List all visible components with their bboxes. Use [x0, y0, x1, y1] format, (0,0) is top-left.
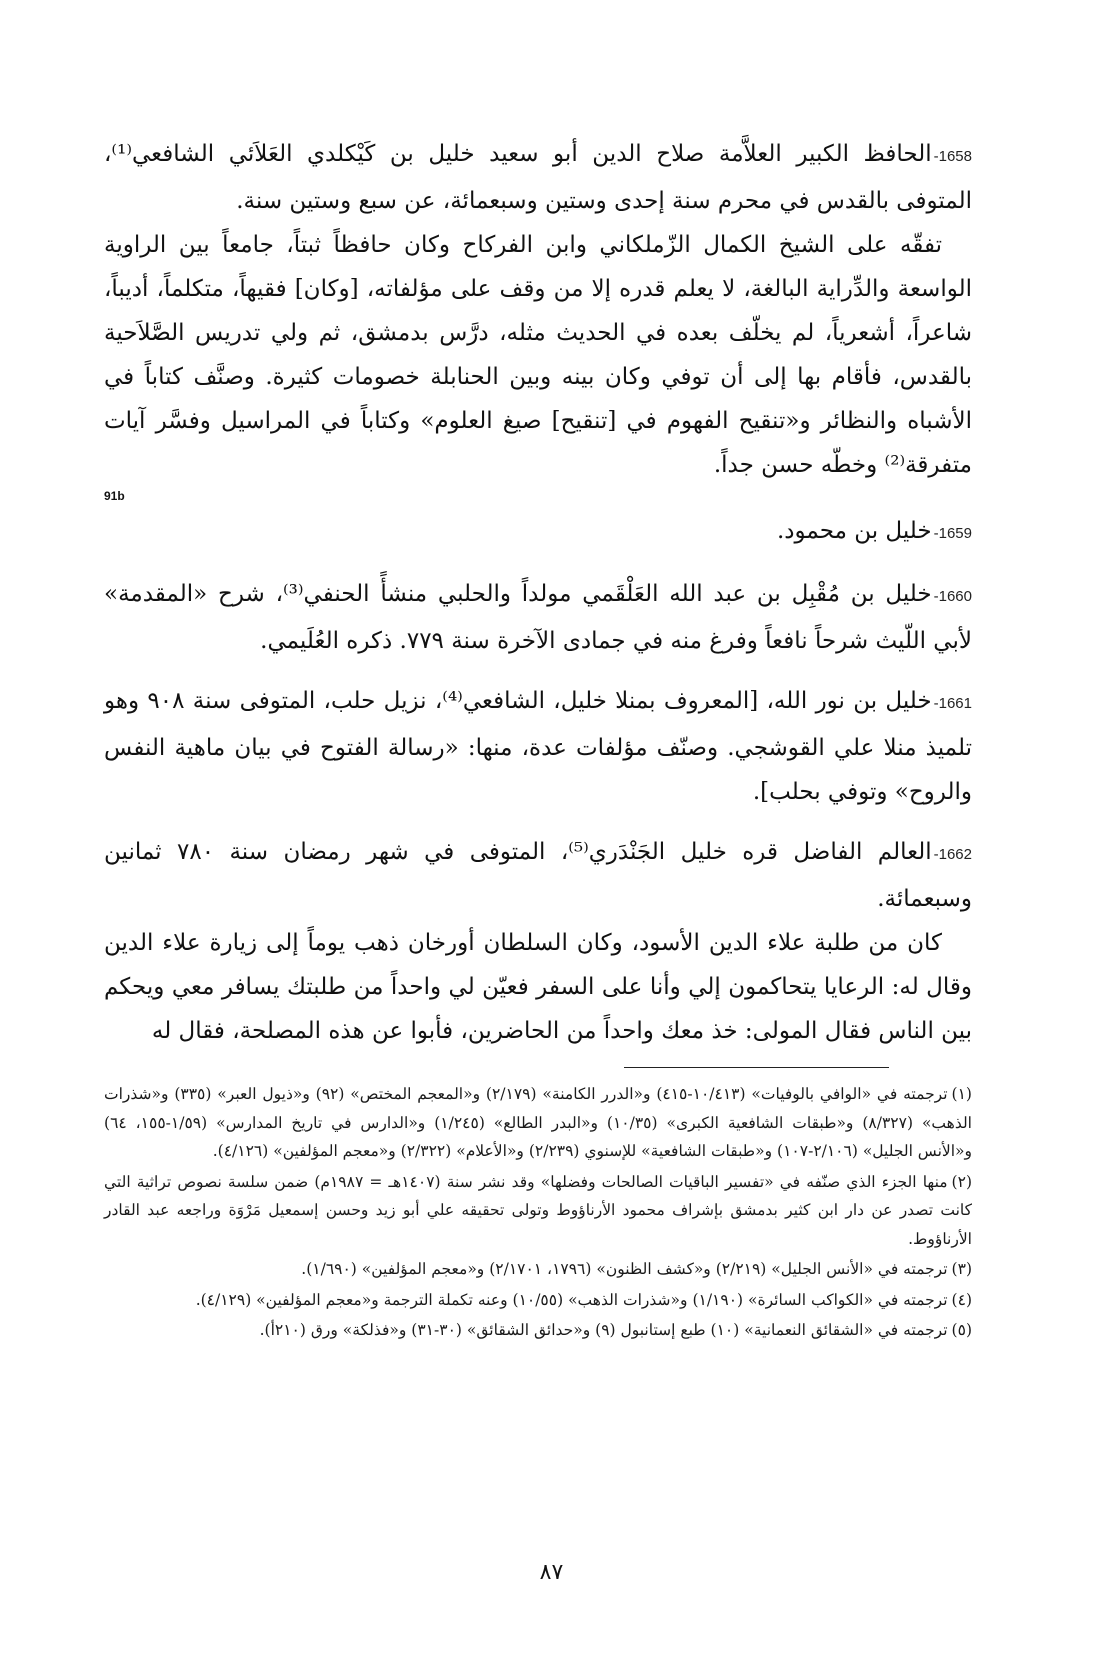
footnote-number: (٥): [951, 1321, 972, 1339]
entry-number: 1658-: [933, 148, 972, 165]
entry-number: 1659-: [933, 525, 972, 542]
footnote-number: (٣): [951, 1260, 972, 1278]
footnote: [104, 1286, 972, 1315]
footnote-text: ترجمته في «الشقائق النعمانية» (١٠) طبع إستانبول (٩) و«حدائق الشقائق» (٣٠-٣١) و«فذلكة» ورق (٢١٠أ).: [259, 1321, 948, 1339]
entry-1660: [104, 572, 972, 663]
marginal-note: 91b: [104, 489, 125, 503]
footnote: [104, 1316, 972, 1345]
entry-1659: [104, 509, 972, 556]
footnote: [104, 1168, 972, 1254]
entry-text: الحافظ الكبير العلاَّمة صلاح الدين أبو سعيد خليل بن كَيْكلدي العَلاَئي الشافعي⁽¹⁾، المتوفى بالقدس في محرم سنة إحدى وستين وسبعمائة، عن سبع وستين سنة.: [104, 141, 972, 214]
footnote-text: منها الجزء الذي صنّفه في «تفسير الباقيات الصالحات وفضلها» وقد نشر سنة (١٤٠٧هـ = ١٩٨٧م) ضمن سلسة نصوص تراثية التي كانت تصدر عن دار ابن كثير بدمشق بإشراف محمود الأرناؤوط وتولى تحقيقه علي أبو زيد وحسن إسمعيل مَرْوَة وراجعه عبد القادر الأرناؤوط.: [104, 1172, 972, 1248]
entry-1662: [104, 830, 972, 1053]
entry-text: تفقّه على الشيخ الكمال الزّملكاني وابن الفركاح وكان حافظاً ثبتاً، جامعاً بين الراوية الواسعة والدِّراية البالغة، لا يعلم قدره إلا من وقف على مؤلفاته، [وكان] فقيهاً، متكلماً، أديباً، شاعراً، أشعرياً، لم يخلّف بعده في الحديث مثله، درَّس بدمشق، ثم ولي تدريس الصَّلاَحية بالقدس، فأقام بها إلى أن توفي وكان بينه وبين الحنابلة خصومات كثيرة. وصنَّف كتاباً في الأشباه والنظائر و«تنقيح الفهوم في [تنقيح] صيغ العلوم» وكتاباً في المراسيل وفسَّر آيات متفرقة⁽²⁾ وخطّه حسن جداً.: [104, 232, 972, 478]
entry-text: العالم الفاضل قره خليل الجَنْدَري⁽⁵⁾، المتوفى في شهر رمضان سنة ٧٨٠ ثمانين وسبعمائة.: [104, 839, 972, 912]
entry-text: خليل بن محمود.: [777, 518, 932, 544]
footnote-number: (٢): [951, 1172, 972, 1191]
footnotes: [104, 1080, 972, 1347]
footnote-text: ترجمته في «الوافي بالوفيات» (١٠/٤١٣-٤١٥) و«الدرر الكامنة» (٢/١٧٩) و«المعجم المختص» (٩٢) و«ذيول العبر» (٣٣٥) و«شذرات الذهب» (٨/٣٢٧) و«طبقات الشافعية الكبرى» (١٠/٣٥) و«البدر الطالع» (١/٢٤٥) و«الدارس في تاريخ المدارس» (١/٥٩-١٥٥، ٦٤) و«الأنس الجليل» (٢/١٠٦-١٠٧) و«طبقات الشافعية» للإسنوي (٢/٢٣٩) و«الأعلام» (٢/٣٢٢) و«معجم المؤلفين» (٤/١٢٦).: [104, 1085, 972, 1160]
page-number: ٨٧: [539, 1560, 564, 1585]
footnote-divider: [624, 1067, 889, 1068]
footnote-number: (١): [951, 1085, 972, 1103]
entry-text: خليل بن مُقْبِل بن عبد الله العَلْقَمي مولداً والحلبي منشأً الحنفي⁽³⁾، شرح «المقدمة» لأبي اللّيث شرحاً نافعاً وفرغ منه في جمادى الآخرة سنة ٧٧٩. ذكره العُلَيمي.: [104, 581, 972, 654]
main-text: [104, 132, 972, 1069]
entry-number: 1662-: [933, 846, 972, 863]
entry-text: كان من طلبة علاء الدين الأسود، وكان السلطان أورخان ذهب يوماً إلى زيارة علاء الدين وقال له: الرعايا يتحاكمون إلي وأنا على السفر فعيّن لي واحداً من طلبتك يسافر معي ويحكم بين الناس فقال المولى: خذ معك واحداً من الحاضرين، فأبوا عن هذه المصلحة، فقال له: [104, 930, 972, 1044]
footnote-text: ترجمته في «الكواكب السائرة» (١/١٩٠) و«شذرات الذهب» (١٠/٥٥) وعنه تكملة الترجمة و«معجم المؤلفين» (٤/١٢٩).: [195, 1290, 948, 1309]
entry-1658: [104, 132, 972, 487]
footnote: [104, 1255, 972, 1284]
entry-number: 1660-: [933, 588, 972, 605]
footnote-text: ترجمته في «الأنس الجليل» (٢/٢١٩) و«كشف الظنون» (١٧٩٦، ٢/١٧٠١) و«معجم المؤلفين» (١/٦٩٠).: [301, 1260, 948, 1278]
footnote: [104, 1080, 972, 1166]
entry-number: 1661-: [933, 695, 972, 712]
entry-1661: [104, 679, 972, 814]
footnote-number: (٤): [951, 1290, 972, 1309]
entry-text: خليل بن نور الله، [المعروف بمنلا خليل، الشافعي⁽⁴⁾، نزيل حلب، المتوفى سنة ٩٠٨ وهو تلميذ منلا علي القوشجي. وصنّف مؤلفات عدة، منها: «رسالة الفتوح في بيان ماهية النفس والروح» وتوفي بحلب].: [104, 688, 972, 805]
